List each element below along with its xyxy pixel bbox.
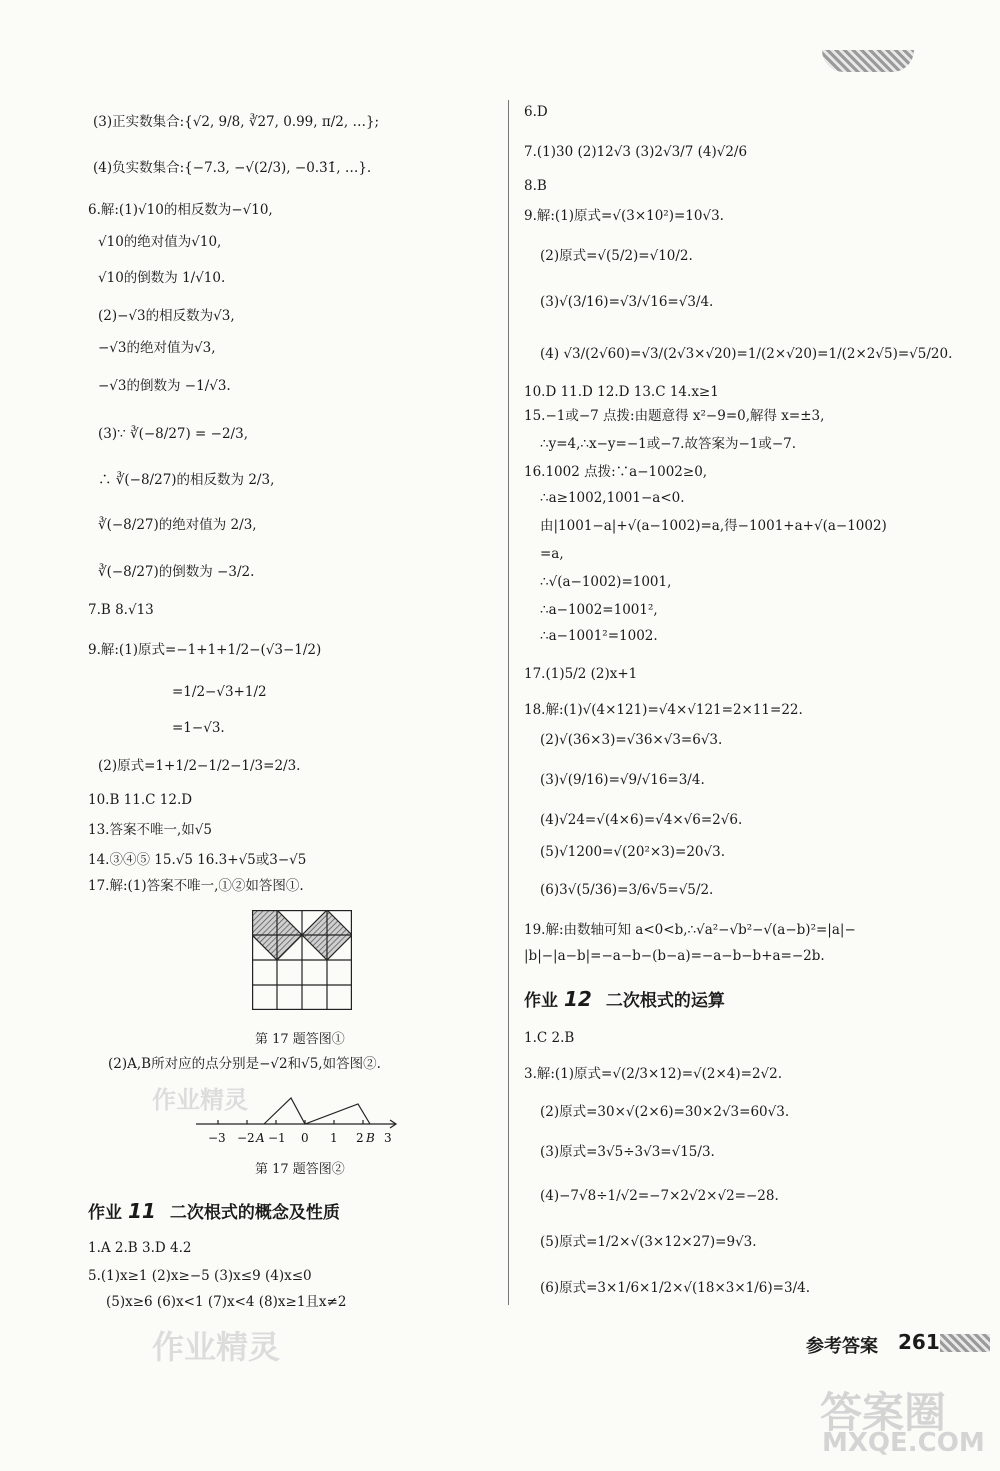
answer-line: ∴a−1002=1001²,: [540, 602, 658, 618]
figure-1-caption: 第 17 题答图①: [255, 1032, 345, 1047]
grid-figure-1: [252, 910, 352, 1010]
answer-line: ∴y=4,∴x−y=−1或−7.故答案为−1或−7.: [540, 436, 797, 452]
watermark-stamp: 答案圈: [820, 1388, 947, 1437]
answer-line: −√3的绝对值为√3,: [98, 340, 216, 356]
answer-line: (5)x≥6 (6)x<1 (7)x<4 (8)x≥1且x≠2: [106, 1294, 347, 1310]
answer-line: 9.解:(1)原式=−1+1+1/2−(√3−1/2): [88, 642, 322, 658]
section-11-heading: 作业 11 二次根式的概念及性质: [88, 1199, 340, 1223]
axis-label: −3: [208, 1131, 226, 1145]
answer-line: 3.解:(1)原式=√(2/3×12)=√(2×4)=2√2.: [524, 1066, 783, 1082]
answer-line: 1.A 2.B 3.D 4.2: [88, 1240, 192, 1256]
answer-line: =1−√3.: [172, 720, 225, 736]
answer-line: (2)√(36×3)=√36×√3=6√3.: [540, 732, 723, 748]
figure-2-caption: 第 17 题答图②: [255, 1162, 345, 1177]
answer-line: ∛(−8/27)的绝对值为 2/3,: [98, 517, 257, 533]
answer-line: 1.C 2.B: [524, 1030, 575, 1046]
answer-line: 由|1001−a|+√(a−1002)=a,得−1001+a+√(a−1002): [540, 518, 887, 534]
answer-line: (2)原式=30×√(2×6)=30×2√3=60√3.: [540, 1104, 790, 1120]
answer-line: 9.解:(1)原式=√(3×10²)=10√3.: [524, 208, 724, 224]
answer-line: (3)正实数集合:{√2, 9/8, ∛27, 0.99, π/2, …};: [93, 114, 380, 130]
axis-label: 1: [330, 1131, 338, 1145]
answer-line: √10的倒数为 1/√10.: [98, 270, 226, 286]
header-decoration: [822, 50, 914, 72]
answer-line: 6.D: [524, 104, 548, 120]
answer-line: 7.B 8.√13: [88, 602, 154, 618]
page-number: 261: [898, 1330, 940, 1354]
answer-line: ∴a≥1002,1001−a<0.: [540, 490, 685, 506]
axis-label: 2: [356, 1131, 364, 1145]
section-12-heading: 作业 12 二次根式的运算: [524, 987, 725, 1011]
answer-line: (2)−√3的相反数为√3,: [98, 308, 235, 324]
answer-line: (2)A,B所对应的点分别是−√2和√5,如答图②.: [108, 1056, 381, 1072]
answer-line: (4) √3/(2√60)=√3/(2√3×√20)=1/(2×√20)=1/(2×2√5)=√5/20.: [540, 346, 953, 362]
column-divider: [508, 100, 509, 1305]
answer-line: (4)√24=√(4×6)=√4×√6=2√6.: [540, 812, 743, 828]
answer-line: (3)∵ ∛(−8/27) = −2/3,: [98, 426, 248, 442]
answer-line: 16.1002 点拨:∵a−1002≥0,: [524, 464, 708, 480]
answer-line: 19.解:由数轴可知 a<0<b,∴√a²−√b²−√(a−b)²=|a|−: [524, 922, 856, 938]
answer-line: 17.(1)5/2 (2)x+1: [524, 666, 638, 682]
watermark: 作业精灵: [152, 1086, 248, 1114]
answer-line: ∴a−1001²=1002.: [540, 628, 658, 644]
axis-label: −2: [237, 1131, 255, 1145]
answer-line: (4)负实数集合:{−7.3, −√(2/3), −0.3̇1̇, …}.: [93, 160, 372, 176]
footer-label: 参考答案: [806, 1336, 878, 1357]
answer-line: 10.D 11.D 12.D 13.C 14.x≥1: [524, 384, 719, 400]
answer-line: =a,: [540, 546, 564, 562]
answer-line: |b|−|a−b|=−a−b−(b−a)=−a−b−b+a=−2b.: [524, 948, 825, 964]
answer-line: 6.解:(1)√10的相反数为−√10,: [88, 202, 273, 218]
answer-line: (6)原式=3×1/6×1/2×√(18×3×1/6)=3/4.: [540, 1280, 810, 1296]
answer-line: 8.B: [524, 178, 547, 194]
answer-line: ∴√(a−1002)=1001,: [540, 574, 672, 590]
answer-line: ∛(−8/27)的倒数为 −3/2.: [98, 564, 255, 580]
answer-line: (6)3√(5/36)=3/6√5=√5/2.: [540, 882, 714, 898]
answer-line: 15.−1或−7 点拨:由题意得 x²−9=0,解得 x=±3,: [524, 408, 825, 424]
answer-line: 5.(1)x≥1 (2)x≥−5 (3)x≤9 (4)x≤0: [88, 1268, 312, 1284]
axis-label: 3: [384, 1131, 392, 1145]
axis-label: B: [366, 1131, 375, 1145]
answer-line: 17.解:(1)答案不唯一,①②如答图①.: [88, 878, 304, 894]
answer-line: 13.答案不唯一,如√5: [88, 822, 212, 838]
axis-label: −1: [268, 1131, 286, 1145]
watermark-url: MXQE.COM: [822, 1428, 985, 1458]
answer-line: 7.(1)30 (2)12√3 (3)2√3/7 (4)√2/6: [524, 144, 748, 160]
answer-line: −√3的倒数为 −1/√3.: [98, 378, 231, 394]
answer-line: ∴ ∛(−8/27)的相反数为 2/3,: [98, 472, 275, 488]
answer-line: (3)√(9/16)=√9/√16=3/4.: [540, 772, 705, 788]
answer-line: (2)原式=√(5/2)=√10/2.: [540, 248, 693, 264]
answer-line: (3)√(3/16)=√3/√16=√3/4.: [540, 294, 714, 310]
answer-line: =1/2−√3+1/2: [172, 684, 267, 700]
answer-line: (2)原式=1+1/2−1/2−1/3=2/3.: [98, 758, 301, 774]
answer-line: (5)原式=1/2×√(3×12×27)=9√3.: [540, 1234, 757, 1250]
answer-line: √10的绝对值为√10,: [98, 234, 222, 250]
axis-label: A: [256, 1131, 265, 1145]
answer-line: 10.B 11.C 12.D: [88, 792, 193, 808]
axis-label: 0: [301, 1131, 309, 1145]
answer-line: (3)原式=3√5÷3√3=√15/3.: [540, 1144, 715, 1160]
watermark: 作业精灵: [152, 1328, 281, 1366]
answer-line: 14.③④⑤ 15.√5 16.3+√5或3−√5: [88, 852, 307, 868]
answer-line: 18.解:(1)√(4×121)=√4×√121=2×11=22.: [524, 702, 803, 718]
answer-line: (4)−7√8÷1/√2=−7×2√2×√2=−28.: [540, 1188, 779, 1204]
answer-line: (5)√1200=√(20²×3)=20√3.: [540, 844, 725, 860]
footer-decoration: [940, 1334, 990, 1352]
